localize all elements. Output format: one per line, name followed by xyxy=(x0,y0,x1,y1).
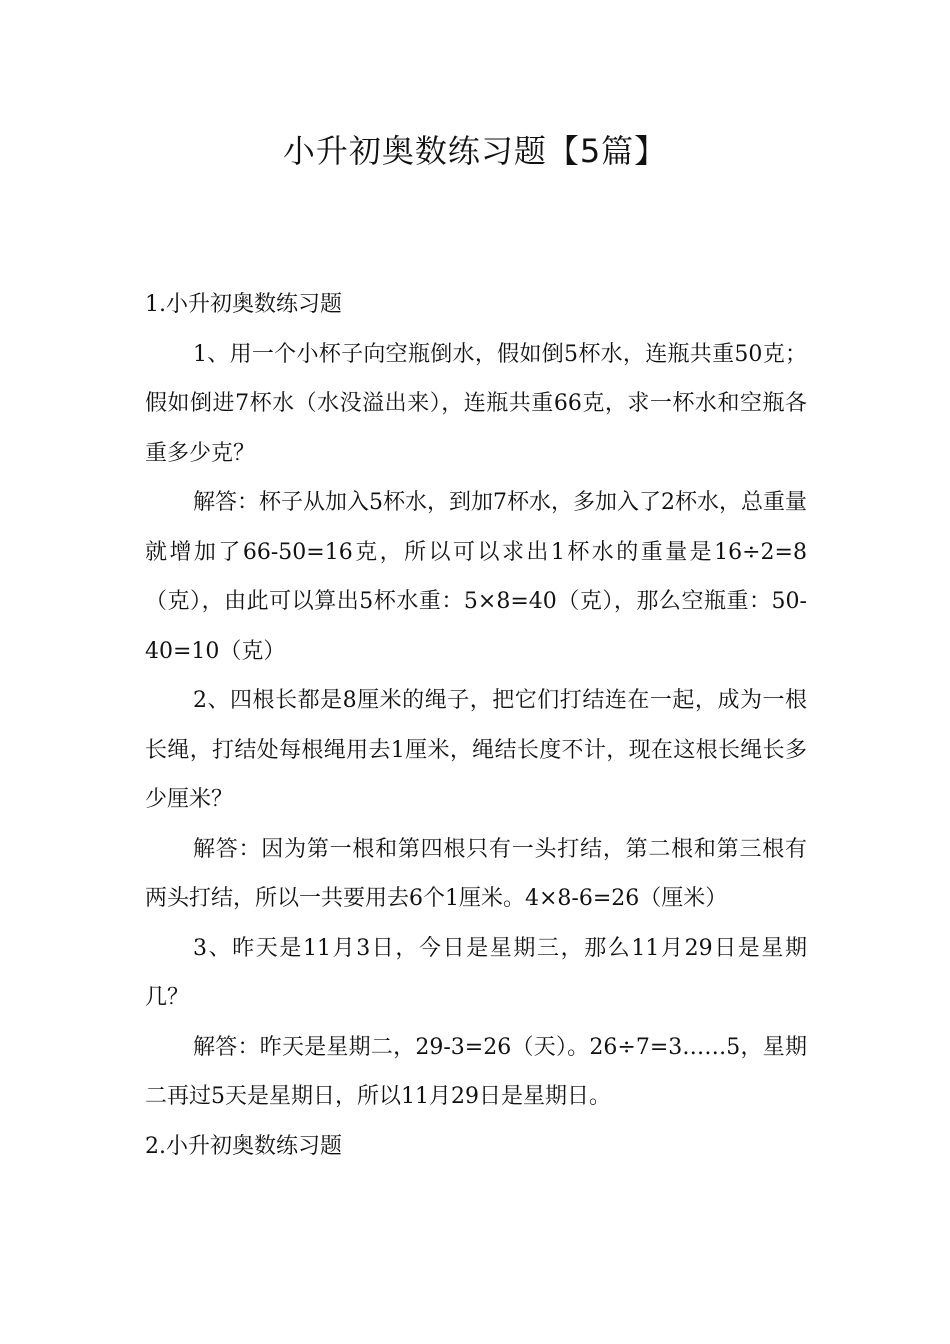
answer-3: 解答：昨天是星期二，29-3=26（天）。26÷7=3……5，星期二再过5天是星期日，所以11月29日是星期日。 xyxy=(145,1034,807,1109)
question-2: 2、四根长都是8厘米的绳子，把它们打结连在一起，成为一根长绳，打结处每根绳用去1厘米，绳结长度不计，现在这根长绳长多少厘米？ xyxy=(145,688,807,812)
document-body xyxy=(145,280,807,1171)
answer-2: 解答：因为第一根和第四根只有一头打结，第二根和第三根有两头打结，所以一共要用去6个1厘米。4×8-6=26（厘米） xyxy=(145,836,807,911)
question-1: 1、用一个小杯子向空瓶倒水，假如倒5杯水，连瓶共重50克；假如倒进7杯水（水没溢出来），连瓶共重66克，求一杯水和空瓶各重多少克？ xyxy=(145,341,807,466)
question-3: 3、昨天是11月3日，今日是星期三，那么11月29日是星期几？ xyxy=(145,935,807,1010)
answer-1: 解答：杯子从加入5杯水，到加7杯水，多加入了2杯水，总重量就增加了66-50=16克，所以可以求出1杯水的重量是16÷2=8（克），由此可以算出5杯水重：5×8=40（克），那么空瓶重：50-40=10（克） xyxy=(145,490,807,664)
section-heading-1: 1.小升初奥数练习题 xyxy=(145,292,342,317)
section-heading-2: 2.小升初奥数练习题 xyxy=(145,1133,342,1159)
document-title: 小升初奥数练习题【5篇】 xyxy=(282,132,668,170)
